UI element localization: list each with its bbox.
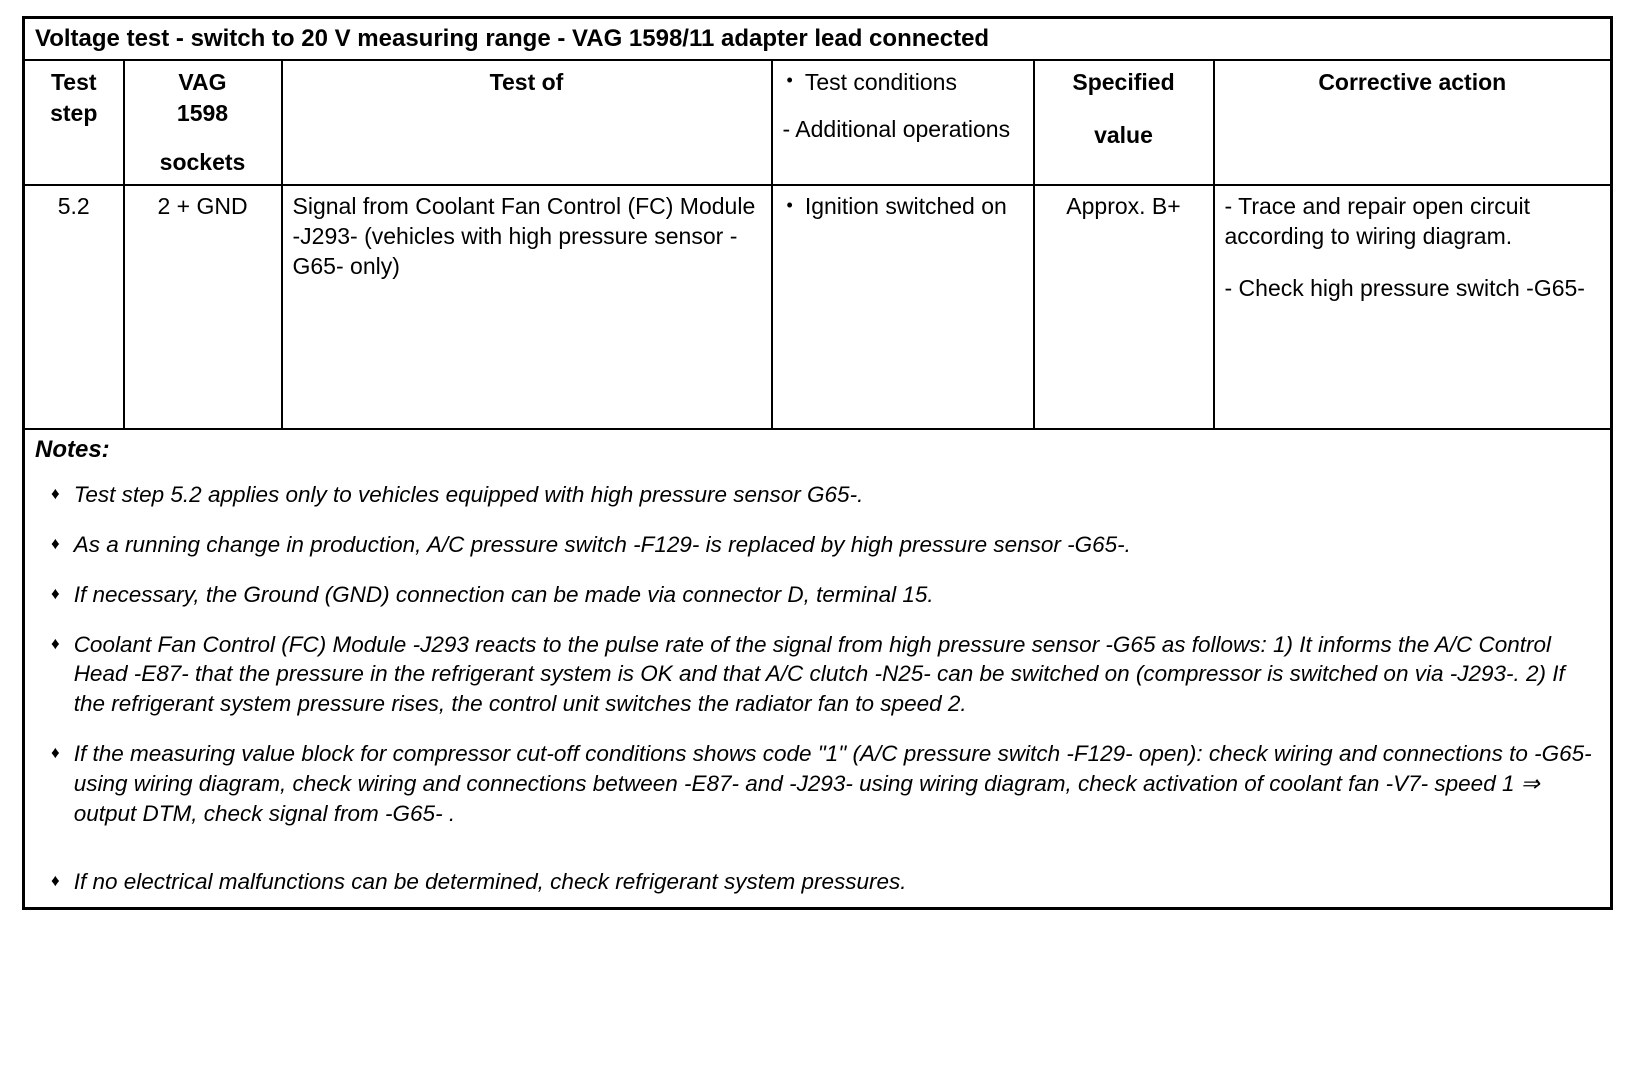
note-item bbox=[35, 630, 1600, 720]
note-text: If necessary, the Ground (GND) connection can be made via connector D, terminal 15. bbox=[73, 581, 934, 607]
diamond-bullet-icon: ♦ bbox=[51, 743, 60, 763]
note-text: Coolant Fan Control (FC) Module -J293 reacts to the pulse rate of the signal from high pressure sensor -G65 as follows: 1) It informs the A/C Control Head -E87- that the pressure in the refrigerant system is OK and that A/C clutch -N25- can be switched on (compressor is switched on via -J293-. 2) If the refrigerant system pressure rises, the control unit switches the radiator fan to speed 2. bbox=[73, 631, 1565, 717]
header-specified-value bbox=[1034, 60, 1214, 185]
header-condition-label: Test conditions bbox=[804, 68, 957, 95]
cell-corrective-action bbox=[1214, 185, 1612, 429]
corrective-item-1: - Trace and repair open circuit according to wiring diagram. bbox=[1224, 192, 1531, 249]
header-1598: 1598 bbox=[176, 99, 229, 126]
table-header-row bbox=[24, 60, 1612, 185]
bullet-dot-icon: • bbox=[786, 194, 793, 215]
notes-title: Notes: bbox=[35, 435, 110, 463]
note-text: Test step 5.2 applies only to vehicles equipped with high pressure sensor G65-. bbox=[73, 481, 864, 507]
condition-text: Ignition switched on bbox=[804, 192, 1007, 219]
note-text: If the measuring value block for compressor cut-off conditions shows code "1" (A/C pressure switch -F129- open): check wiring and connections to -G65- using wiring diagram, check wiring and connections between -E87- and -J293- using wiring diagram, check activation of coolant fan -V7- speed 1 ⇒ output DTM, check signal from -G65- . bbox=[73, 741, 1592, 827]
cell-vag-sockets: 2 + GND bbox=[124, 185, 282, 429]
table-row bbox=[24, 185, 1612, 429]
bullet-dot-icon: • bbox=[786, 69, 793, 90]
header-additional-operations: - Additional operations bbox=[782, 115, 1011, 142]
diamond-bullet-icon: ♦ bbox=[51, 871, 60, 891]
notes-row bbox=[24, 429, 1612, 909]
header-condition-bullet-line bbox=[783, 67, 1023, 98]
note-item bbox=[35, 530, 1600, 560]
header-corrective-action bbox=[1214, 60, 1612, 185]
note-text: As a running change in production, A/C pressure switch -F129- is replaced by high pressure sensor -G65-. bbox=[73, 531, 1131, 557]
note-item bbox=[35, 739, 1600, 829]
header-vag: VAG bbox=[178, 68, 227, 95]
header-test-step-line2: step bbox=[50, 99, 98, 126]
cell-test-conditions bbox=[772, 185, 1034, 429]
header-corrective-label: Corrective action bbox=[1318, 68, 1507, 95]
diamond-bullet-icon: ♦ bbox=[51, 483, 60, 503]
header-test-of-label: Test of bbox=[489, 68, 564, 95]
note-item bbox=[35, 580, 1600, 610]
header-value: value bbox=[1094, 121, 1153, 148]
header-sockets: sockets bbox=[159, 148, 246, 175]
note-item bbox=[35, 480, 1600, 510]
condition-bullet-line bbox=[783, 192, 1023, 222]
notes-spacer bbox=[35, 849, 1600, 867]
voltage-test-table bbox=[22, 16, 1613, 910]
header-test-step bbox=[24, 60, 124, 185]
header-specified: Specified bbox=[1072, 68, 1175, 95]
header-test-conditions bbox=[772, 60, 1034, 185]
diamond-bullet-icon: ♦ bbox=[51, 583, 60, 603]
cell-test-step: 5.2 bbox=[24, 185, 124, 429]
table-title: Voltage test - switch to 20 V measuring range - VAG 1598/11 adapter lead connected bbox=[24, 18, 1612, 60]
diamond-bullet-icon: ♦ bbox=[51, 533, 60, 553]
note-text: If no electrical malfunctions can be determined, check refrigerant system pressures. bbox=[73, 869, 907, 895]
header-vag-sockets bbox=[124, 60, 282, 185]
header-test-step-line1: Test bbox=[50, 68, 97, 95]
header-test-of bbox=[282, 60, 772, 185]
notes-section bbox=[24, 429, 1612, 909]
note-item bbox=[35, 867, 1600, 897]
cell-test-of: Signal from Coolant Fan Control (FC) Module -J293- (vehicles with high pressure sensor -G65- only) bbox=[282, 185, 772, 429]
corrective-item-2: - Check high pressure switch -G65- bbox=[1224, 274, 1585, 301]
diamond-bullet-icon: ♦ bbox=[51, 633, 60, 653]
cell-specified-value: Approx. B+ bbox=[1034, 185, 1214, 429]
table-title-row bbox=[24, 18, 1612, 60]
